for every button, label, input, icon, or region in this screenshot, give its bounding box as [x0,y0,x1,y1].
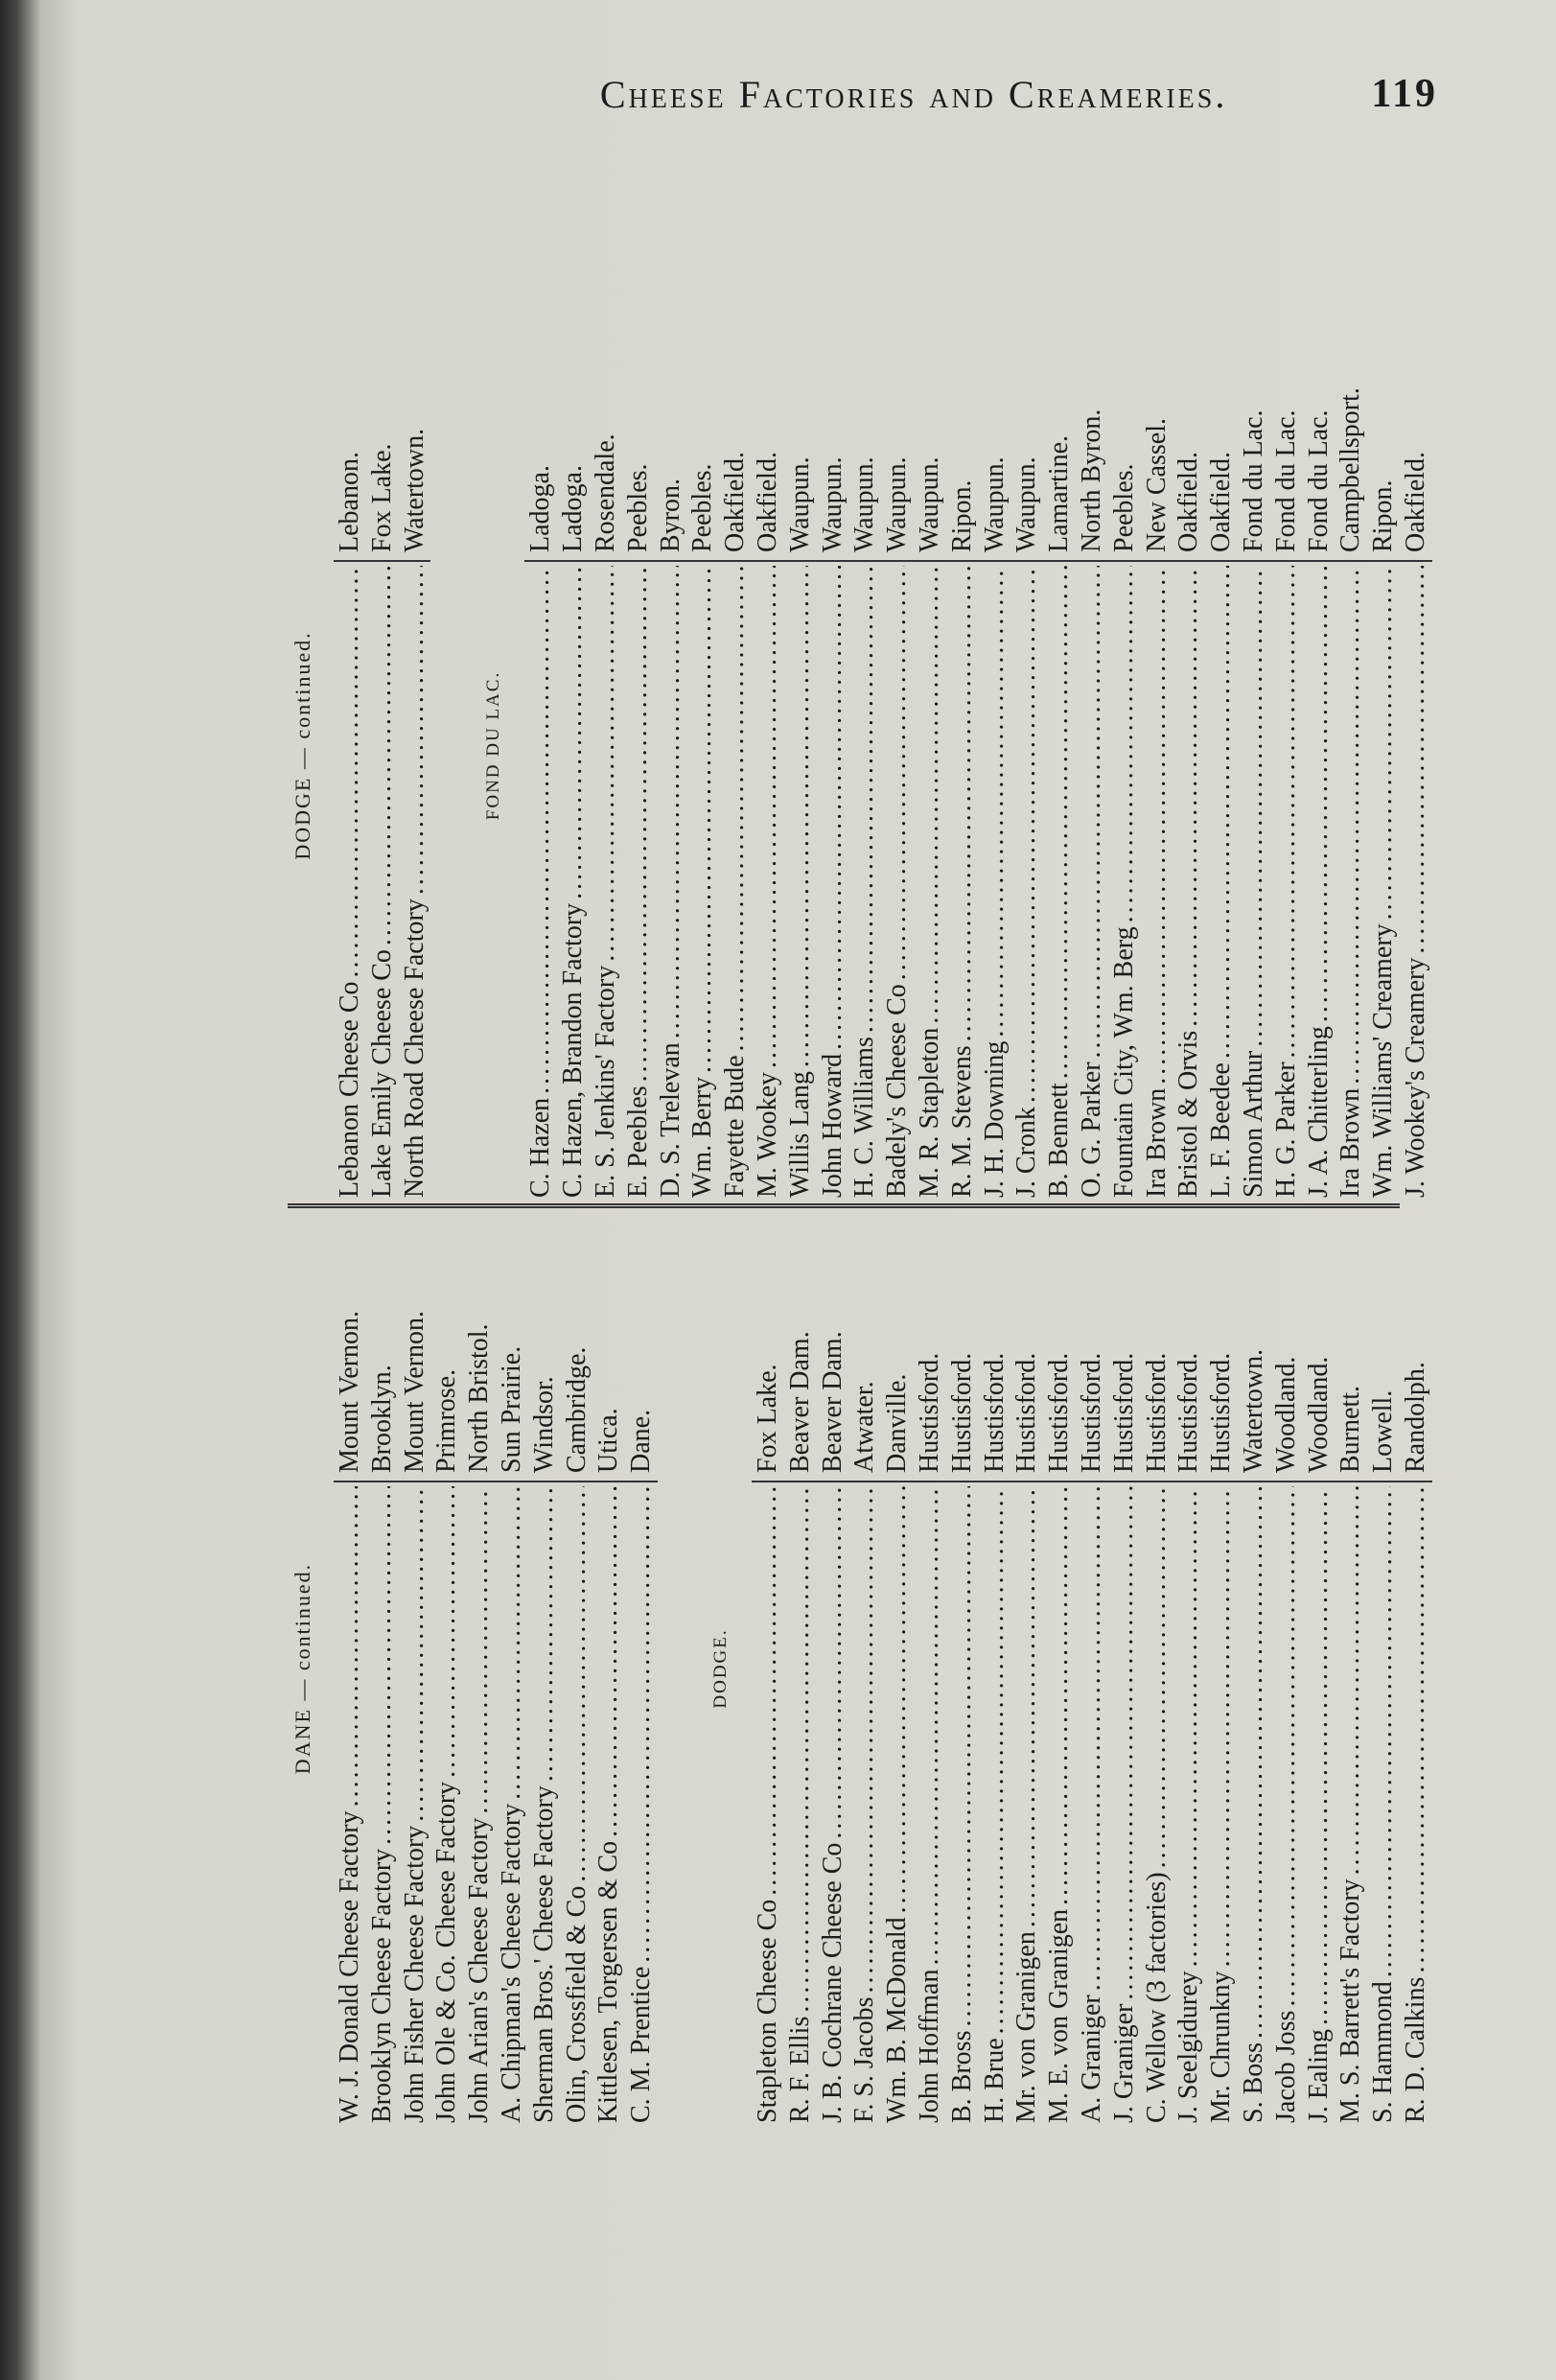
list-item [1108,1214,1141,2123]
dot-leader [1173,566,1205,1027]
entry-place: Waupun. [914,293,946,562]
list-item [1076,1214,1108,2123]
entry-place: Peebles. [686,293,719,562]
entry-name: M. Wookey [752,1071,782,1198]
dot-leader [622,566,655,1082]
list-item [1205,293,1238,1198]
dodge-list [752,1214,1432,2123]
list-item [784,293,817,1198]
section-heading-dodge: DODGE. [709,1628,731,1709]
dot-leader [1367,566,1400,920]
list-item [625,1214,658,2123]
entry-name: Simon Arthur [1238,1050,1268,1198]
entry-place: Danville. [881,1214,914,1482]
dot-leader [592,1486,625,1837]
entry-place: Burnett. [1335,1214,1367,1482]
list-item [1400,293,1432,1198]
entry-name: Wm. B. McDonald [882,1917,913,2123]
dot-leader [881,1486,914,1913]
list-item [557,293,590,1198]
dot-leader [1205,566,1238,1059]
list-item [1141,1214,1173,2123]
entry-name: Wm. Williams' Creamery [1368,923,1399,1198]
list-item [1173,293,1205,1198]
entry-place: Waupun. [1010,293,1043,562]
rotated-table [288,230,1430,2129]
list-item [784,1214,817,2123]
entry-place: Mount Vernon. [399,1214,431,1482]
list-item [719,293,752,1198]
entry-name: E. Peebles [622,1085,653,1198]
list-item [881,1214,914,2123]
dot-leader [914,1486,946,1966]
dot-leader [784,566,817,1067]
right-column [288,288,1430,1208]
list-item [848,293,881,1198]
entry-place: Ladoga. [557,293,590,562]
list-item [1303,293,1335,1198]
list-item [817,1214,849,2123]
dot-leader [1303,1486,1335,2025]
entry-place: Woodland. [1303,1214,1335,1482]
entry-name: Fayette Bude [720,1055,751,1198]
entry-place: Hustisford. [1173,1214,1205,1482]
entry-name: M. S. Barrett's Factory [1335,1878,1366,2123]
dot-leader [1238,566,1270,1047]
list-item [1076,293,1108,1198]
entry-place: Oakfield. [1400,293,1432,562]
list-item [366,293,399,1198]
entry-place: Windsor. [528,1214,561,1482]
dot-leader [979,1486,1011,2034]
dot-leader [979,566,1011,1038]
list-item [399,1214,431,2123]
entry-name: M. R. Stapleton [914,1027,944,1198]
entry-name: Mr. von Granigen [1011,1931,1042,2123]
dot-leader [1335,566,1367,1085]
dot-leader [1043,566,1076,1079]
section-heading-dodge-continued: DODGE — continued. [290,631,314,860]
entry-name: R. F. Ellis [784,2016,815,2123]
dodge-continued-list [334,293,430,1198]
dot-leader [334,1486,366,1807]
entry-name: Ira Brown [1141,1087,1172,1198]
list-item [334,293,366,1198]
dot-leader [399,1486,431,1822]
entry-name: W. J. Donald Cheese Factory [335,1810,364,2123]
entry-name: J. Ealing [1303,2029,1334,2123]
dot-leader [946,1486,979,2027]
entry-place: Hustisford. [1108,1214,1141,1482]
entry-place: North Byron. [1076,293,1108,562]
dot-leader [1335,1486,1367,1875]
dot-leader [655,566,687,1038]
entry-name: S. Boss [1238,2042,1268,2123]
entry-place: Cambridge. [561,1214,593,1482]
entry-name: J. Cronk [1011,1107,1042,1198]
entry-place: Hustisford. [1043,1214,1076,1482]
entry-place: Fond du Lac. [1238,293,1270,562]
list-item [528,1214,561,2123]
dot-leader [528,1486,561,1782]
dot-leader [399,566,431,895]
dot-leader [463,1486,496,1814]
entry-name: L. F. Beedee [1206,1062,1237,1198]
list-item [334,1214,366,2123]
dot-leader [881,566,914,980]
entry-place: Oakfield. [752,293,784,562]
entry-name: H. C. Williams [849,1037,880,1198]
page-number: 119 [1371,72,1438,116]
dot-leader [1141,566,1173,1085]
dot-leader [1076,566,1108,1058]
entry-place: Oakfield. [1205,293,1238,562]
dot-leader [1043,1486,1076,1905]
entry-name: C. Wellow (3 factories) [1141,1872,1172,2123]
entry-place: Ripon. [946,293,979,562]
entry-place: Lowell. [1367,1214,1400,1482]
entry-place: Hustisford. [1205,1214,1238,1482]
section-heading-fond-du-lac: FOND DU LAC. [483,670,504,821]
entry-name: John Arian's Cheese Factory [464,1817,495,2123]
entry-place: Fox Lake. [752,1214,784,1482]
entry-name: John Howard [817,1053,848,1198]
left-column [288,1208,1430,2129]
list-item [1270,1214,1303,2123]
list-item [817,293,849,1198]
list-item [946,293,979,1198]
list-item [524,293,557,1198]
entry-place: Mount Vernon. [334,1214,366,1482]
running-head [479,65,1438,123]
two-column-listing [288,230,1430,2129]
entry-place: Beaver Dam. [784,1214,817,1482]
dot-leader [1205,1486,1238,1967]
dot-leader [946,566,979,1041]
entry-name: R. D. Calkins [1400,1976,1430,2123]
entry-name: Kittlesen, Torgersen & Co [593,1840,624,2123]
entry-name: Wm. Berry [687,1077,718,1198]
entry-place: Byron. [655,293,687,562]
entry-place: Hustisford. [1076,1214,1108,1482]
entry-name: Badely's Cheese Co [882,984,913,1198]
list-item [686,293,719,1198]
dot-leader [1400,566,1432,954]
list-item [1270,293,1303,1198]
dot-leader [625,1486,658,1963]
list-item [979,293,1011,1198]
entry-place: Brooklyn. [366,1214,399,1482]
entry-name: Sherman Bros.' Cheese Factory [528,1785,559,2123]
entry-place: Watertown. [1238,1214,1270,1482]
dot-leader [1238,1486,1270,2039]
entry-name: J. B. Cochrane Cheese Co [817,1842,848,2123]
entry-place: North Bristol. [463,1214,496,1482]
entry-place: Primrose. [430,1214,463,1482]
entry-place: Ladoga. [524,293,557,562]
list-item [1335,1214,1367,2123]
entry-name: J. Graniger [1108,2003,1139,2123]
entry-place: Ripon. [1367,293,1400,562]
list-item [430,1214,463,2123]
entry-name: C. M. Prentice [626,1966,657,2123]
entry-place: Utica. [592,1214,625,1482]
entry-place: Oakfield. [1173,293,1205,562]
entry-name: J. Seelgidurey [1173,1971,1204,2123]
list-item [1010,293,1043,1198]
entry-name: John Fisher Cheese Factory [399,1825,430,2123]
entry-place: Woodland. [1270,1214,1303,1482]
list-item [881,293,914,1198]
entry-place: Sun Prairie. [496,1214,528,1482]
list-item [366,1214,399,2123]
list-item [1205,1214,1238,2123]
entry-name: E. S. Jenkins' Factory [590,965,620,1198]
entry-place: Atwater. [848,1214,881,1482]
list-item [752,293,784,1198]
entry-name: B. Bennett [1044,1083,1075,1198]
dot-leader [848,566,881,1033]
list-item [848,1214,881,2123]
entry-place: Hustisford. [1010,1214,1043,1482]
dot-leader [752,566,784,1068]
entry-name: R. M. Stevens [946,1045,977,1198]
list-item [1043,1214,1076,2123]
dot-leader [1367,1486,1400,1977]
entry-name: Lake Emily Cheese Co [366,949,397,1198]
dot-leader [686,566,719,1073]
dot-leader [1108,1486,1141,2000]
entry-name: Jacob Joss [1270,2010,1301,2123]
entry-place: Lamartine. [1043,293,1076,562]
entry-place: Lebanon. [334,293,366,562]
list-item [1367,293,1400,1198]
list-item [463,1214,496,2123]
list-item [914,1214,946,2123]
entry-place: Peebles. [622,293,655,562]
dot-leader [557,566,590,899]
dot-leader [784,1486,817,2013]
entry-name: Stapleton Cheese Co [752,1899,782,2123]
entry-place: Hustisford. [979,1214,1011,1482]
entry-place: Campbellsport. [1335,293,1367,562]
entry-place: Waupun. [979,293,1011,562]
running-head-title: Cheese Factories and Creameries. [599,72,1228,116]
list-item [590,293,622,1198]
list-item [1010,1214,1043,2123]
dot-leader [334,566,366,978]
entry-place: Fond du Lac. [1303,293,1335,562]
entry-place: Hustisford. [946,1214,979,1482]
list-item [1141,293,1173,1198]
list-item [622,293,655,1198]
dot-leader [496,1486,528,1800]
entry-place: Waupun. [881,293,914,562]
list-item [1367,1214,1400,2123]
dot-leader [366,566,399,945]
entry-place: Peebles. [1108,293,1141,562]
dot-leader [848,1486,881,1993]
entry-place: Randolph. [1400,1214,1432,1482]
list-item [1303,1214,1335,2123]
dot-leader [817,1486,849,1839]
list-item [946,1214,979,2123]
list-item [496,1214,528,2123]
entry-name: B. Bross [946,2030,977,2123]
list-item [1238,1214,1270,2123]
entry-name: C. Hazen [525,1097,556,1198]
entry-name: S. Hammond [1368,1981,1399,2123]
entry-name: John Ole & Co. Cheese Factory [431,1781,462,2123]
entry-name: Willis Lang [784,1071,815,1198]
dot-leader [1400,1486,1432,1973]
entry-name: North Road Cheese Factory [399,898,430,1198]
entry-name: A. Graniger [1076,1995,1106,2123]
dot-leader [1270,1486,1303,2007]
list-item [1400,1214,1432,2123]
entry-name: F. S. Jacobs [849,1996,880,2123]
entry-place: Watertown. [399,293,431,562]
entry-name: H. Brue [979,2038,1010,2123]
dot-leader [561,1486,593,1882]
dot-leader [1173,1486,1205,1967]
list-item [592,1214,625,2123]
list-item [399,293,431,1198]
dot-leader [1010,566,1043,1103]
list-item [914,293,946,1198]
entry-name: Ira Brown [1335,1087,1366,1198]
entry-place: Dane. [625,1214,658,1482]
entry-name: J. A. Chitterling [1303,1026,1334,1198]
entry-place: Fond du Lac. [1270,293,1303,562]
entry-name: O. G. Parker [1076,1062,1106,1198]
entry-name: Olin, Crossfield & Co [561,1885,592,2123]
entry-name: J. H. Downing [979,1040,1010,1198]
fond-du-lac-list [524,293,1431,1198]
dot-leader [1141,1486,1173,1868]
entry-name: Lebanon Cheese Co [335,981,364,1198]
list-item [655,293,687,1198]
entry-place: Waupun. [817,293,849,562]
list-item [1238,293,1270,1198]
dot-leader [590,566,622,962]
entry-name: H. G. Parker [1270,1062,1301,1198]
dot-leader [752,1486,784,1896]
list-item [752,1214,784,2123]
entry-place: Hustisford. [914,1214,946,1482]
entry-name: Brooklyn Cheese Factory [366,1848,397,2123]
entry-name: Fountain City, Wm. Berg [1108,926,1139,1198]
list-item [979,1214,1011,2123]
entry-place: Waupun. [848,293,881,562]
entry-name: D. S. Trelevan [655,1042,685,1198]
entry-place: Waupun. [784,293,817,562]
entry-place: Rosendale. [590,293,622,562]
list-item [1335,293,1367,1198]
entry-place: Beaver Dam. [817,1214,849,1482]
entry-name: Mr. Chrunkny [1206,1971,1237,2123]
entry-name: Bristol & Orvis [1173,1030,1204,1198]
entry-place: Fox Lake. [366,293,399,562]
dot-leader [1270,566,1303,1058]
entry-name: M. E. von Granigen [1044,1908,1075,2123]
dot-leader [817,566,849,1050]
dot-leader [524,566,557,1094]
entry-name: C. Hazen, Brandon Factory [558,902,589,1198]
list-item [561,1214,593,2123]
dot-leader [366,1486,399,1845]
dot-leader [719,566,752,1051]
entry-place: Hustisford. [1141,1214,1173,1482]
dane-list [334,1214,658,2123]
entry-place: New Cassel. [1141,293,1173,562]
list-item [1173,1214,1205,2123]
dot-leader [1076,1486,1108,1991]
entry-place: Oakfield. [719,293,752,562]
dot-leader [1108,566,1141,922]
dot-leader [1010,1486,1043,1927]
dot-leader [430,1486,463,1778]
dot-leader [1303,566,1335,1022]
entry-name: J. Wookey's Creamery [1400,957,1430,1198]
dot-leader [914,566,946,1024]
entry-name: A. Chipman's Cheese Factory [496,1803,526,2123]
section-heading-dane-continued: DANE — continued. [290,1562,314,1775]
entry-name: John Hoffman [914,1969,944,2123]
list-item [1043,293,1076,1198]
list-item [1108,293,1141,1198]
